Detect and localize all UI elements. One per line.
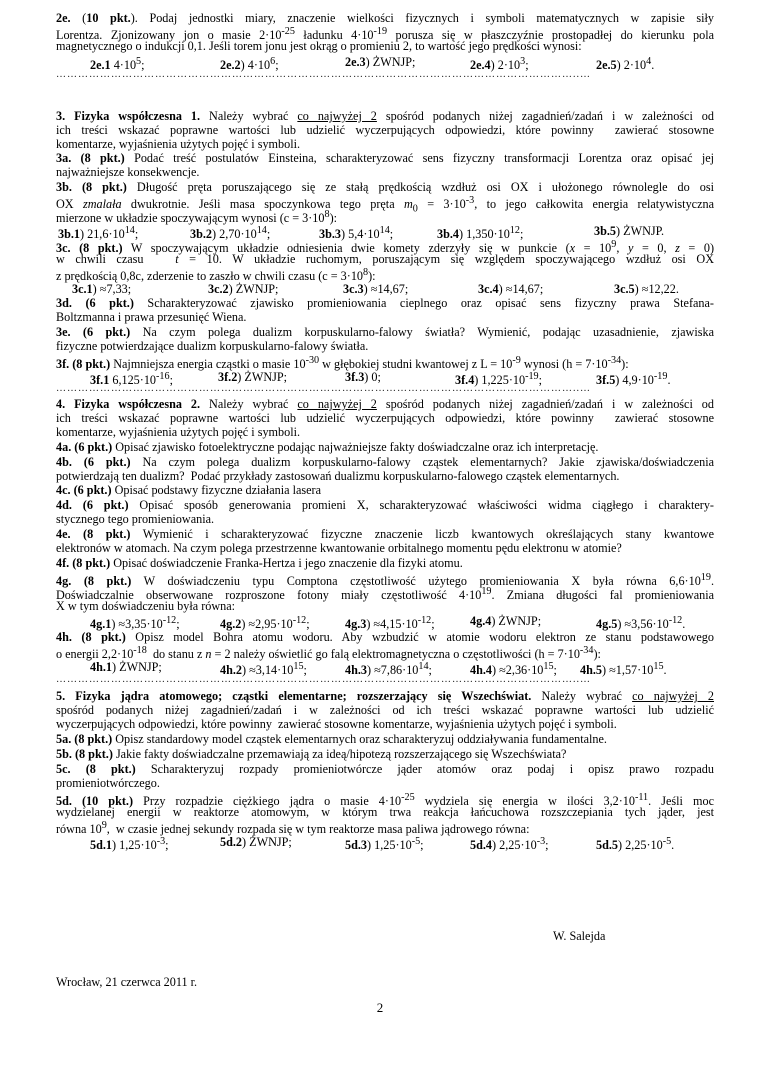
answer-option: 5d.4) $2,25\cdot 10^{-3}$; <box>470 836 549 853</box>
answer-option: 3f.1 $6,125\cdot 10^{-16}$; <box>90 371 173 388</box>
answer-option: 3c.2) ŻWNJP; <box>208 282 279 296</box>
text-line: promieniotwórczego. <box>56 776 160 790</box>
answer-option: 5d.5) $2,25\cdot 10^{-5}$. <box>596 836 675 853</box>
text-line: komentarze, wyjaśnienia użytych pojęć i symboli. <box>56 425 301 439</box>
text-line: wyczerpujących odpowiedzi, które powinny zawierać stosowne komentarze, wyjaśnienia użytych pojęć i symboli. <box>56 717 617 731</box>
answer-option: 3c.4) ≈14,67; <box>478 282 544 296</box>
answer-option: 2e.1 $4\cdot 10^5$; <box>90 56 145 73</box>
text-line: Lorentza. Zjonizowany jon o masie $2\cdot 10^{-25}$ ładunku $4\cdot 10^{-19}$ porusza się w płaszczyźnie prostopadłej do kierunku pola <box>56 26 714 43</box>
answer-option: 4g.4) ŻWNJP; <box>470 614 542 628</box>
text-line: 5b. (8 pkt.) Jakie fakty doświadczalne przemawiają za ideą/hipotezą rozszerzającego się Wszechświata? <box>56 747 567 761</box>
text-line: 5. Fizyka jądra atomowego; cząstki elementarne; rozszerzający się Wszechświat. Należy wybrać co najwyżej 2 <box>56 689 714 703</box>
text-line: 4g. (8 pkt.) W doświadczeniu typu Comptona częstotliwość użytego promieniowania X była równa $6,6\cdot 10^{19}$. <box>56 572 714 589</box>
answer-option: $4g.2) \approx 2,95\cdot 10^{-12}$; <box>220 615 310 632</box>
answer-option: 3f.3) 0; <box>345 370 381 384</box>
text-line: 3e. (6 pkt.) Na czym polega dualizm korpuskularno-falowy światła? Wymienić, podając uzasadnienie, zjawiska <box>56 325 714 339</box>
text-line: 4b. (6 pkt.) Na czym polega dualizm korpuskularno-falowy cząstek elementarnych? Jakie zjawiska/doświadczenia <box>56 455 714 469</box>
text-line: w chwili czasu t = 10. W układzie ruchomym, poruszającym się względem spoczywającego wzdłuż osi OX <box>56 252 714 266</box>
text-line: 5c. (8 pkt.) Scharakteryzuj rozpady promieniotwórcze jąder atomów oraz podaj i opisz prawo rozpadu <box>56 762 714 776</box>
answer-option: 3f.4) $1,225\cdot 10^{-19}$; <box>455 371 543 388</box>
text-line: najważniejsze konsekwencje. <box>56 165 200 179</box>
answer-option: 2e.4) $2\cdot 10^3$; <box>470 56 529 73</box>
text-line: mierzone w układzie spoczywającym wynosi $(c = 3\cdot 10^8)$: <box>56 209 338 226</box>
answer-option: $4g.3) \approx 4,15\cdot 10^{-12}$; <box>345 615 435 632</box>
dotted-separator: ……………………………………………………………………………………………………………………………..… <box>56 384 591 394</box>
answer-option: 5d.1) $1,25\cdot 10^{-3}$; <box>90 836 169 853</box>
answer-option: 2e.3) ŻWNJP; <box>345 55 416 69</box>
dotted-separator: ……………………………………………………………………………………………………………………………..… <box>56 70 591 80</box>
text-line: 4e. (8 pkt.) Wymienić i scharakteryzować fizyczne znaczenie liczb kwantowych określających stany kwantowe <box>56 527 714 541</box>
text-line: równa $10^9$, w czasie jednej sekundy rozpada się w tym reaktorze masa paliwa jądrowego równa: <box>56 820 530 837</box>
text-line: elektronów w atomach. Na czym polega przestrzenne kwantowanie orbitalnego momentu pędu elektronu w atomie? <box>56 541 622 555</box>
text-line: potwierdzają ten dualizm? Podać przykłady zastosowań dualizmu korpuskularno-falowego cząstek elementarnych. <box>56 469 620 483</box>
text-line: 3d. (6 pkt.) Scharakteryzować zjawisko promieniowania cieplnego oraz opisać sens fizyczny prawa Stefana- <box>56 296 714 310</box>
answer-option: 3b.1) $21,6\cdot 10^{14}$; <box>58 225 139 242</box>
answer-option: $4g.5) \approx 3,56\cdot 10^{-12}$. <box>596 615 686 632</box>
text-line: 3c. (8 pkt.) W spoczywającym układzie odniesienia dwie komety zderzyły się w punkcie ($x = 10^9$, y = 0, z = 0) <box>56 239 714 256</box>
answer-option: $4h.3) \approx 7,86\cdot 10^{14}$; <box>345 661 432 678</box>
answer-option: 2e.2) $4\cdot 10^6$; <box>220 56 279 73</box>
text-line: 3a. (8 pkt.) Podać treść postulatów Einsteina, scharakteryzować sens fizyczny transformacji Lorentza oraz opisać jej <box>56 151 714 165</box>
text-line: ich treści wskazać poprawne wartości lub udzielić wyczerpujących odpowiedzi, które powinny zawierać stosowne <box>56 123 714 137</box>
answer-option: 3f.5) $4,9\cdot 10^{-19}$. <box>596 371 671 388</box>
text-line: stycznego tego promieniowania. <box>56 512 215 526</box>
text-line: Doświadczalnie obserwowane rozproszone fotony miały częstotliwość $4\cdot 10^{19}$. Zmiana długości fal promieniowania <box>56 586 714 603</box>
answer-option: $4h.2) \approx 3,14\cdot 10^{15}$; <box>220 661 307 678</box>
page-number: 2 <box>376 1000 384 1015</box>
text-line: 4h. (8 pkt.) Opisz model Bohra atomu wodoru. Aby wzbudzić w atomie wodoru elektron ze stanu podstawowego <box>56 630 714 644</box>
text-line: 3b. (8 pkt.) Długość pręta poruszającego się ze stałą prędkością wzdłuż osi OX i ułożonego równolegle do osi <box>56 180 714 194</box>
answer-option: 3b.3) $5,4\cdot 10^{14}$; <box>319 225 394 242</box>
answer-option: 3b.4) $1,350\cdot 10^{12}$; <box>437 225 524 242</box>
text-line: 4f. (8 pkt.) Opisać doświadczenie Franka-Hertza i jego znaczenie dla fizyki atomu. <box>56 556 463 570</box>
answer-option: 2e.5) $2\cdot 10^4$. <box>596 56 655 73</box>
answer-option: $4h.5) \approx 1,57\cdot 10^{15}$. <box>580 661 667 678</box>
answer-option: 5d.2) ŻWNJP; <box>220 835 292 849</box>
text-line: 5d. (10 pkt.) Przy rozpadzie ciężkiego jądra o masie $4\cdot 10^{-25}$ wydziela się energia w ilości $3,2\cdot 10^{-11}$. Jeśli moc <box>56 792 714 809</box>
text-line: 2e. (10 pkt.). Podaj jednostki miary, znaczenie wielkości fizycznych i symboli matematycznych w zapisie siły <box>56 11 714 25</box>
answer-option: 3b.2) $2,70\cdot 10^{14}$; <box>190 225 271 242</box>
text-line: 4a. (6 pkt.) Opisać zjawisko fotoelektryczne podając najważniejsze fakty doświadczalne oraz ich interpretację. <box>56 440 599 454</box>
text-line: Boltzmanna i prawa przesunięć Wiena. <box>56 310 247 324</box>
text-line: 4d. (6 pkt.) Opisać sposób generowania promieni X, scharakteryzować właściwości widma ciągłego i charaktery- <box>56 498 714 512</box>
answer-option: $4h.4) \approx 2,36\cdot 10^{15}$; <box>470 661 557 678</box>
place-and-date: Wrocław, 21 czerwca 2011 r. <box>56 975 198 989</box>
text-line: spośród podanych niżej zagadnień/zadań i w zależności od ich treści wskazać poprawne wartości lub udzielić <box>56 703 714 717</box>
text-line: 4. Fizyka współczesna 2. Należy wybrać co najwyżej 2 spośród podanych niżej zagadnień/zadań i w zależności od <box>56 397 714 411</box>
answer-option: 4h.1) ŻWNJP; <box>90 660 162 674</box>
author-signature: W. Salejda <box>553 929 606 943</box>
text-line: 5a. (8 pkt.) Opisz standardowy model cząstek elementarnych oraz scharakteryzuj oddziaływania fundamentalne. <box>56 732 607 746</box>
text-line: X w tym doświadczeniu była równa: <box>56 599 236 613</box>
text-line: ich treści wskazać poprawne wartości lub udzielić wyczerpujących odpowiedzi, które powinny zawierać stosowne <box>56 411 714 425</box>
text-line: magnetycznego o indukcji 0,1. Jeśli torem jonu jest okrąg o promieniu 2, to wartość jego prędkości wynosi: <box>56 39 582 53</box>
text-line: z prędkością 0,8c, zderzenie to zaszło w chwili czasu $(c = 3\cdot 10^8)$: <box>56 267 376 284</box>
answer-option: 3c.1) ≈7,33; <box>72 282 132 296</box>
answer-option: 3c.3) ≈14,67; <box>343 282 409 296</box>
text-line: fizyczne potwierdzające dualizm korpuskularno-falowy światła. <box>56 339 369 353</box>
dotted-separator: ……………………………………………………………………………………………………………………………..… <box>56 675 591 685</box>
answer-option: 3b.5) ŻWNJP. <box>594 224 665 238</box>
text-line: komentarze, wyjaśnienia użytych pojęć i symboli. <box>56 137 301 151</box>
answer-option: $4g.1) \approx 3,35\cdot 10^{-12}$; <box>90 615 180 632</box>
answer-option: 3f.2) ŻWNJP; <box>218 370 288 384</box>
text-line: 3f. (8 pkt.) Najmniejsza energia cząstki o masie $10^{-30}$ w głębokiej studni kwantowej z $L = 10^{-9}$ wynosi $(h = 7\cdot 10^{-34})$: <box>56 355 629 372</box>
text-line: OX zmalała dwukrotnie. Jeśli masa spoczynkowa tego pręta $m_0 = 3\cdot 10^{-3}$, to jego całkowita energia relatywistyczna <box>56 195 714 215</box>
answer-option: 3c.5) ≈12,22. <box>614 282 679 296</box>
text-line: 3. Fizyka współczesna 1. Należy wybrać co najwyżej 2 spośród podanych niżej zagadnień/zadań i w zależności od <box>56 109 714 123</box>
answer-option: 5d.3) $1,25\cdot 10^{-5}$; <box>345 836 424 853</box>
text-line: wydzielanej energii w reaktorze atomowym, w którym trwa reakcja łańcuchowa rozszczepiania tych jąder, jest <box>56 805 714 819</box>
text-line: 4c. (6 pkt.) Opisać podstawy fizyczne działania lasera <box>56 483 321 497</box>
text-line: o energii $2,2\cdot 10^{-18}$ do stanu z n = 2 należy oświetlić go falą elektromagnetyczna o częstotliwości $(h = 7\cdot 10^{-34})$: <box>56 645 601 662</box>
